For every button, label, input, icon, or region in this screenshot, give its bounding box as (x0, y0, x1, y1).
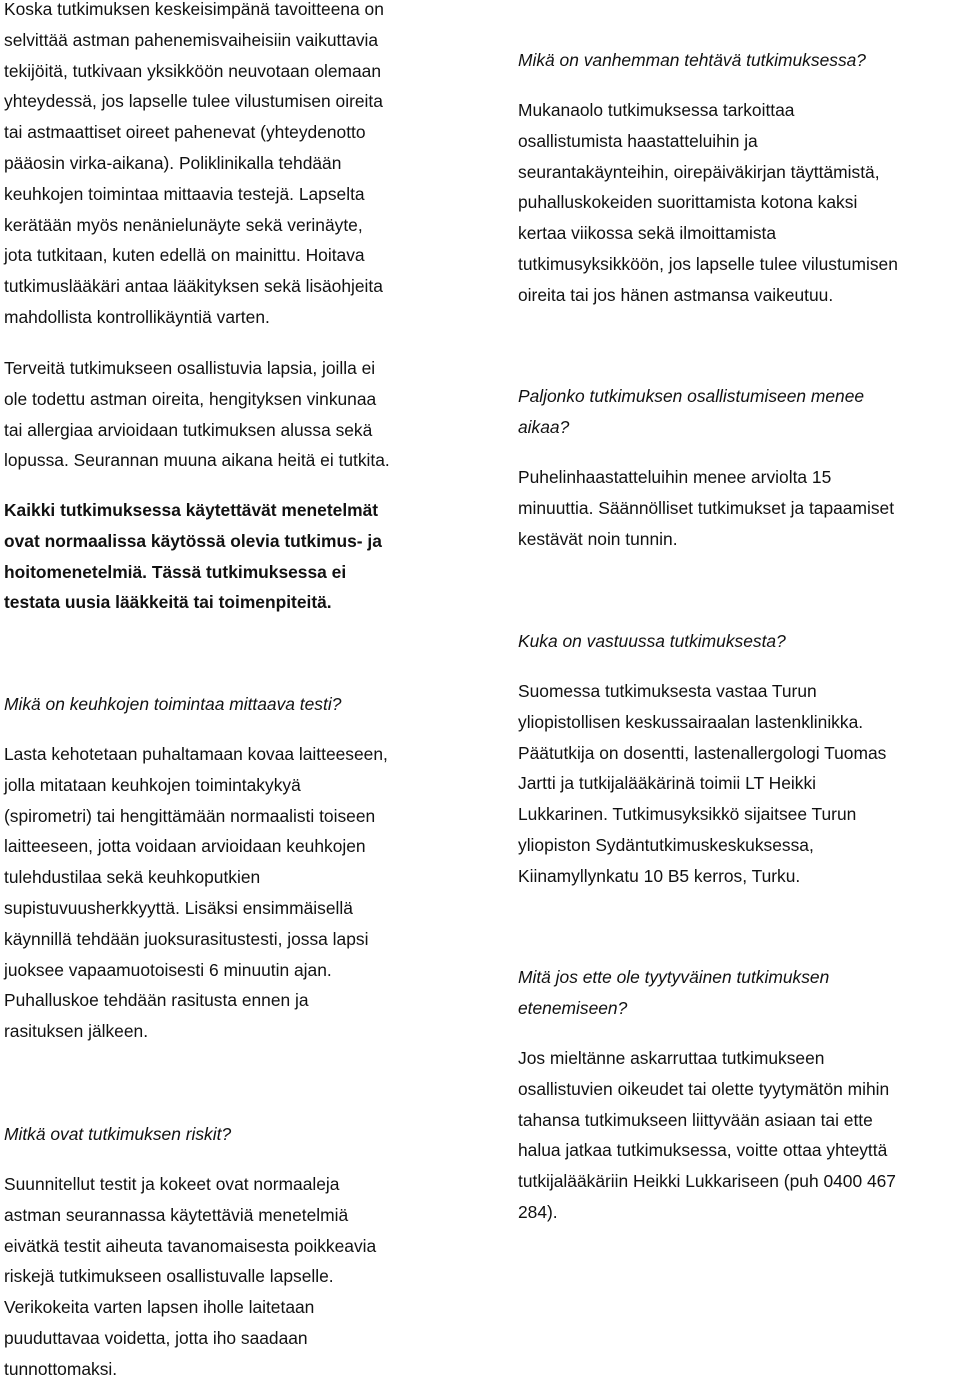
lung-test-heading: Mikä on keuhkojen toimintaa mittaava testi? (4, 694, 342, 714)
time-body (518, 462, 960, 554)
risks-paragraph: Suunnitellut testit ja kokeet ovat normaaleja astman seurannassa käytettäviä menetelmiä eivätkä testit aiheuta tavanomaisesta poikkeavia riskejä tutkimukseen osallistuvalle lapselle. Verikokeita varten lapsen iholle laitetaan puuduttavaa voidetta, jotta iho saadaan tunnottomaksi. (4, 1174, 377, 1379)
risks-heading: Mitkä ovat tutkimuksen riskit? (4, 1124, 232, 1144)
parent-role-body (518, 95, 960, 311)
dissatisfied-heading: Mitä jos ette ole tyytyväinen tutkimuksen etenemiseen? (518, 967, 830, 1018)
lung-test-body (4, 739, 466, 1047)
healthy-children-block (4, 353, 466, 476)
methods-block (4, 495, 466, 618)
intro-block (4, 0, 466, 333)
risks-section (4, 1119, 466, 1150)
responsible-section (518, 626, 960, 657)
time-section (518, 381, 960, 443)
lung-test-paragraph: Lasta kehotetaan puhaltamaan kovaa laitteeseen, jolla mitataan keuhkojen toimintakykyä (spirometri) tai hengittämään normaalisti toiseen laitteeseen, jotta voidaan arvioidaan keuhkojen tulehdustilaa sekä keuhkoputkien supistuvuusherkkyyttä. Lisäksi ensimmäisellä käynnillä tehdään juoksurasitustesti, jossa lapsi juoksee vapaamuotoisesti 6 minuutin ajan. Puhalluskoe tehdään rasitusta ennen ja rasituksen jälkeen. (4, 744, 388, 1042)
dissatisfied-section (518, 962, 960, 1024)
responsible-body (518, 676, 960, 892)
dissatisfied-paragraph: Jos mieltänne askarruttaa tutkimukseen osallistuvien oikeudet tai olette tyytymätön mihin tahansa tutkimukseen liittyvään asiaan tai ette halua jatkaa tutkimuksessa, voitte ottaa yhteyttä tutkijalääkäriin Heikki Lukkariseen (puh 0400 467 284). (518, 1048, 896, 1222)
responsible-paragraph: Suomessa tutkimuksesta vastaa Turun yliopistollisen keskussairaalan lastenklinikka. Päätutkija on dosentti, lastenallergologi Tuomas Jartti ja tutkijalääkärinä toimii LT Heikki Lukkarinen. Tutkimusyksikkö sijaitsee Turun yliopiston Sydäntutkimuskeskuksessa, Kiinamyllynkatu 10 B5 kerros, Turku. (518, 681, 887, 886)
methods-bold-paragraph: Kaikki tutkimuksessa käytettävät menetelmät ovat normaalissa käytössä olevia tutkimus- ja hoitomenetelmiä. Tässä tutkimuksessa ei testata uusia lääkkeitä tai toimenpiteitä. (4, 500, 382, 613)
risks-body (4, 1169, 466, 1385)
parent-role-section (518, 45, 960, 76)
healthy-children-paragraph: Terveitä tutkimukseen osallistuvia lapsia, joilla ei ole todettu astman oireita, hengityksen vinkunaa tai allergiaa arvioidaan tutkimuksen alussa sekä lopussa. Seurannan muuna aikana heitä ei tutkita. (4, 358, 390, 471)
time-paragraph: Puhelinhaastatteluihin menee arviolta 15 minuuttia. Säännölliset tutkimukset ja tapaamiset kestävät noin tunnin. (518, 467, 895, 549)
parent-role-paragraph: Mukanaolo tutkimuksessa tarkoittaa osallistumista haastatteluihin ja seurantakäynteihin, oirepäiväkirjan täyttämistä, puhalluskokeiden suorittamista kotona kaksi kertaa viikossa sekä ilmoittamista tutkimusyksikköön, jos lapselle tulee vilustumisen oireita tai jos hänen astmansa vaikeutuu. (518, 100, 898, 305)
parent-role-heading: Mikä on vanhemman tehtävä tutkimuksessa? (518, 50, 866, 70)
intro-paragraph: Koska tutkimuksen keskeisimpänä tavoitteena on selvittää astman pahenemisvaiheisiin vaikuttavia tekijöitä, tutkivaan yksikköön neuvotaan olemaan yhteydessä, jos lapselle tulee vilustumisen oireita tai astmaattiset oireet pahenevat (yhteydenotto pääosin virka-aikana). Poliklinikalla tehdään keuhkojen toimintaa mittaavia testejä. Lapselta kerätään myös nenänielunäyte sekä verinäyte, jota tutkitaan, kuten edellä on mainittu. Hoitava tutkimuslääkäri antaa lääkityksen sekä lisäohjeita mahdollista kontrollikäyntiä varten. (4, 0, 384, 327)
responsible-heading: Kuka on vastuussa tutkimuksesta? (518, 631, 786, 651)
dissatisfied-body (518, 1043, 960, 1228)
lung-test-section (4, 689, 466, 720)
time-heading: Paljonko tutkimuksen osallistumiseen menee aikaa? (518, 386, 865, 437)
